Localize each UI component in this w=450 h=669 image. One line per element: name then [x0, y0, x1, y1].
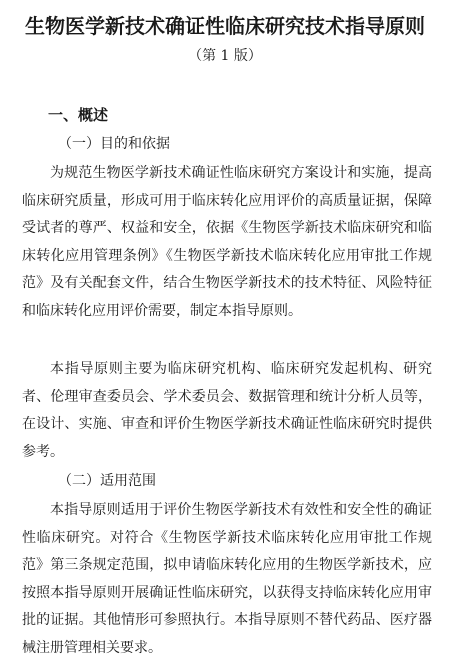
section-heading-overview: 一、概述: [48, 106, 109, 124]
paragraph-intended-users: 本指导原则主要为临床研究机构、临床研究发起机构、研究者、伦理审查委员会、学术委员会、数据管理和统计分析人员等，在设计、实施、审查和评价生物医学新技术确证性临床研究时提供参考。: [22, 361, 432, 460]
document-title: 生物医学新技术确证性临床研究技术指导原则: [25, 14, 425, 38]
paragraph-scope: 本指导原则适用于评价生物医学新技术有效性和安全性的确证性临床研究。对符合《生物医学新技术临床转化应用审批工作规范》第三条规定范围，拟申请临床转化应用的生物医学新技术，应按照本指导原则开展确证性临床研究，以获得支持临床转化应用审批的证据。其他情形可参照执行。本指导原则不替代药品、医疗器械注册管理相关要求。: [22, 502, 432, 656]
paragraph-purpose-basis: 为规范生物医学新技术确证性临床研究方案设计和实施，提高临床研究质量，形成可用于临床转化应用评价的高质量证据，保障受试者的尊严、权益和安全，依据《生物医学新技术临床研究和临床转化应用管理条例》《生物医学新技术临床转化应用审批工作规范》及有关配套文件，结合生物医学新技术的技术特征、风险特征和临床转化应用评价需要，制定本指导原则。: [22, 165, 432, 319]
subsection-heading-scope: （二）适用范围: [58, 473, 156, 489]
document-edition: （第 1 版）: [188, 48, 262, 64]
subsection-heading-purpose: （一）目的和依据: [58, 136, 170, 152]
